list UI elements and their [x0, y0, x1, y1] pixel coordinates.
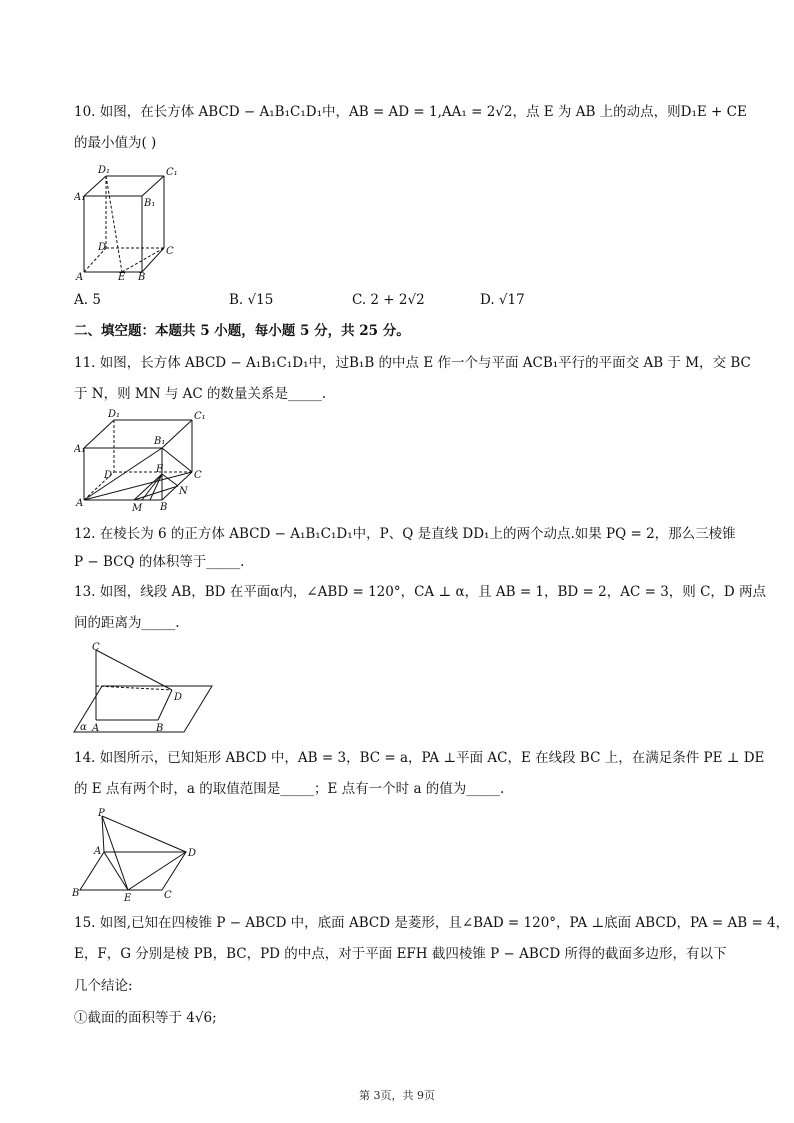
q15-line-1: 15. 如图,已知在四棱锥 P − ABCD 中，底面 ABCD 是菱形，且∠BAD = 120°，PA ⊥底面 ABCD，PA = AB = 4， [74, 915, 790, 931]
q10-option-d: D. √17 [480, 292, 525, 308]
q10-line-2: 的最小值为( ) [74, 135, 157, 151]
q11-line-2: 于 N，则 MN 与 AC 的数量关系是_____. [74, 386, 327, 402]
q15-line-2: E，F，G 分别是棱 PB，BC，PD 的中点，对于平面 EFH 截四棱锥 P − ABCD 所得的截面多边形，有以下 [74, 946, 727, 962]
label-A: A [92, 723, 100, 734]
q13-line-2: 间的距离为_____. [74, 615, 180, 631]
q12-line-2: P − BCQ 的体积等于_____. [74, 554, 245, 570]
page-footer: 第 3页，共 9页 [359, 1089, 435, 1102]
q10-line-1: 10. 如图，在长方体 ABCD − A₁B₁C₁D₁中，AB = AD = 1,AA₁ = 2√2，点 E 为 AB 上的动点，则D₁E + CE [74, 104, 747, 120]
q13-plane-figure [72, 640, 217, 739]
q10-cuboid-figure [74, 162, 184, 286]
q10-option-a: A. 5 [74, 292, 101, 308]
label-C1: C₁ [194, 411, 206, 422]
label-B1: B₁ [154, 436, 166, 447]
label-D1: D₁ [98, 165, 111, 176]
label-D1: D₁ [108, 409, 121, 420]
label-D: D [174, 692, 183, 703]
label-B: B [156, 723, 164, 734]
label-A1: A₁ [74, 192, 86, 203]
label-C: C [92, 642, 100, 653]
q11-line-1: 11. 如图，长方体 ABCD − A₁B₁C₁D₁中，过B₁B 的中点 E 作一个与平面 ACB₁平行的平面交 AB 于 M，交 BC [74, 355, 751, 371]
label-E: E [156, 464, 164, 475]
label-D: D [98, 242, 107, 253]
label-A: A [94, 846, 102, 857]
q14-rectangle-figure [72, 808, 202, 907]
q12-line-1: 12. 在棱长为 6 的正方体 ABCD − A₁B₁C₁D₁中，P、Q 是直线 DD₁上的两个动点.如果 PQ = 2，那么三棱锥 [74, 526, 736, 542]
q13-line-1: 13. 如图，线段 AB，BD 在平面α内，∠ABD = 120°，CA ⊥ α，且 AB = 1，BD = 2，AC = 3，则 C，D 两点 [74, 584, 767, 600]
label-A: A [76, 498, 84, 509]
label-B: B [160, 502, 168, 513]
section-2-title: 二、填空题：本题共 5 小题，每小题 5 分，共 25 分。 [74, 323, 410, 339]
q14-line-1: 14. 如图所示，已知矩形 ABCD 中，AB = 3，BC = a，PA ⊥平面 AC，E 在线段 BC 上，在满足条件 PE ⊥ DE [74, 750, 765, 766]
q10-option-b: B. √15 [229, 292, 274, 308]
q11-cuboid-figure [74, 406, 214, 518]
label-N: N [179, 486, 188, 497]
q10-option-c: C. 2 + 2√2 [352, 292, 425, 308]
q14-line-2: 的 E 点有两个时，a 的取值范围是_____；E 点有一个时 a 的值为_____. [74, 781, 505, 797]
label-A: A [76, 272, 84, 282]
label-B: B [72, 888, 80, 899]
label-C: C [194, 470, 202, 481]
label-B1: B₁ [144, 198, 156, 209]
label-D: D [104, 470, 113, 481]
label-P: P [98, 808, 105, 819]
label-M: M [132, 503, 143, 514]
label-A1: A₁ [74, 444, 86, 455]
q15-line-3: 几个结论: [74, 978, 133, 994]
label-C: C [166, 246, 174, 257]
label-E: E [118, 272, 126, 282]
label-C: C [164, 890, 172, 901]
label-B: B [138, 272, 146, 282]
q15-item-1: ①截面的面积等于 4√6; [74, 1010, 217, 1026]
label-D: D [188, 848, 197, 859]
label-E: E [124, 893, 132, 903]
label-C1: C₁ [166, 167, 178, 178]
label-alpha: α [80, 722, 87, 733]
